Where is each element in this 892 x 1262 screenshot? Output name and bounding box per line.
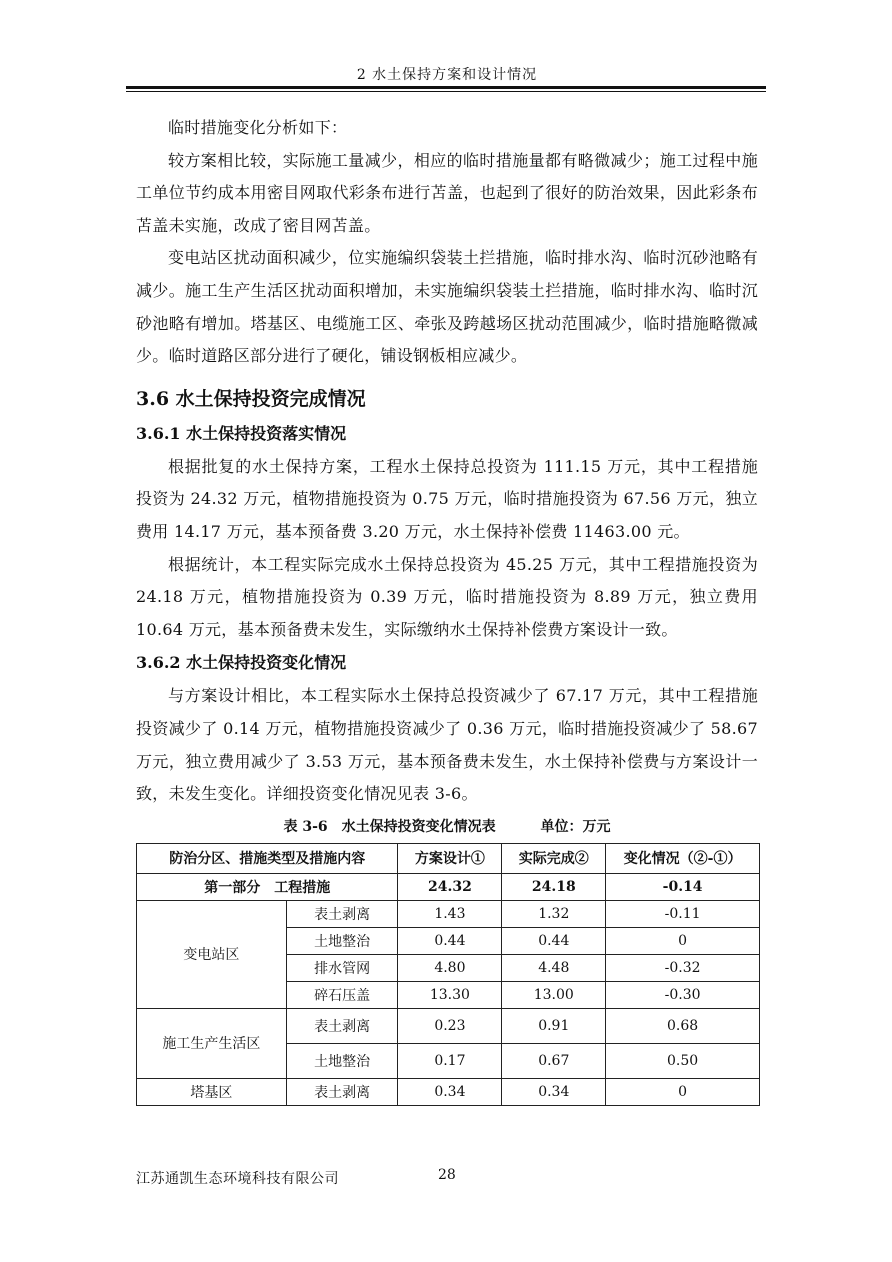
section-title-3-6-1: 3.6.1 水土保持投资落实情况: [136, 423, 347, 443]
actual-cell: 0.44: [502, 927, 606, 954]
paragraph-temp-measures: 较方案相比较，实际施工量减少，相应的临时措施量都有略微减少；施工过程中施工单位节约成本用密目网取代彩条布进行苫盖，也起到了很好的防治效果，因此彩条布苫盖未实施，改成了密目网苫盖。: [136, 150, 758, 235]
actual-cell: 13.00: [502, 981, 606, 1008]
table-caption-title: 表 3-6 水土保持投资变化情况表: [283, 818, 496, 835]
header-title: 2 水土保持方案和设计情况: [356, 67, 538, 83]
part1-design: 24.32: [398, 873, 502, 900]
change-cell: -0.11: [606, 900, 760, 927]
actual-cell: 1.32: [502, 900, 606, 927]
footer-company: 江苏通凯生态环境科技有限公司: [136, 1171, 339, 1187]
design-cell: 0.34: [398, 1078, 502, 1105]
change-cell: 0.68: [606, 1008, 760, 1043]
zone-cell-tower-base: 塔基区: [137, 1078, 287, 1105]
item-cell: 表土剥离: [286, 1078, 398, 1105]
actual-cell: 4.48: [502, 954, 606, 981]
header-rule-thin: [126, 91, 766, 92]
page-body: [136, 112, 758, 1106]
zone-cell-substation: 变电站区: [137, 900, 287, 1008]
table-caption: [136, 815, 758, 839]
section-title-3-6-2: 3.6.2 水土保持投资变化情况: [136, 653, 347, 673]
item-cell: 表土剥离: [286, 1008, 398, 1043]
item-cell: 土地整治: [286, 927, 398, 954]
item-cell: 碎石压盖: [286, 981, 398, 1008]
change-cell: 0: [606, 927, 760, 954]
change-cell: -0.30: [606, 981, 760, 1008]
part1-label: 第一部分 工程措施: [137, 873, 398, 900]
item-cell: 土地整治: [286, 1043, 398, 1078]
header-cell-actual: 实际完成②: [502, 843, 606, 873]
item-cell: 排水管网: [286, 954, 398, 981]
paragraph-intro: 临时措施变化分析如下：: [168, 118, 348, 137]
table-header-row: [137, 843, 760, 873]
header-cell-design: 方案设计①: [398, 843, 502, 873]
actual-cell: 0.67: [502, 1043, 606, 1078]
design-cell: 0.44: [398, 927, 502, 954]
change-cell: -0.32: [606, 954, 760, 981]
paragraph-zone-changes: 变电站区扰动面积减少，位实施编织袋装土拦措施，临时排水沟、临时沉砂池略有减少。施工生产生活区扰动面积增加，未实施编织袋装土拦措施，临时排水沟、临时沉砂池略有增加。塔基区、电缆施工区、牵张及跨越场区扰动范围减少，临时措施略微减少。临时道路区部分进行了硬化，铺设钢板相应减少。: [136, 248, 758, 366]
table-row-part1: [137, 873, 760, 900]
table-row: [137, 1008, 760, 1043]
paragraph-actual-investment: 根据统计，本工程实际完成水土保持总投资为 45.25 万元，其中工程措施投资为 24.18 万元，植物措施投资为 0.39 万元，临时措施投资为 8.89 万元，独立费用 10.64 万元，基本预备费未发生，实际缴纳水土保持补偿费方案设计一致。: [136, 554, 758, 639]
footer-page-number: 28: [438, 1167, 456, 1183]
change-cell: 0: [606, 1078, 760, 1105]
table-row: [137, 1078, 760, 1105]
change-cell: 0.50: [606, 1043, 760, 1078]
actual-cell: 0.91: [502, 1008, 606, 1043]
part1-change: -0.14: [606, 873, 760, 900]
design-cell: 0.23: [398, 1008, 502, 1043]
section-title-3-6: 3.6 水土保持投资完成情况: [136, 387, 366, 410]
paragraph-approved-investment: 根据批复的水土保持方案，工程水土保持总投资为 111.15 万元，其中工程措施投资为 24.32 万元，植物措施投资为 0.75 万元，临时措施投资为 67.56 万元，独立费用 14.17 万元，基本预备费 3.20 万元，水土保持补偿费 11463.00 元。: [136, 456, 758, 541]
header-rule-thick: [126, 86, 766, 89]
actual-cell: 0.34: [502, 1078, 606, 1105]
item-cell: 表土剥离: [286, 900, 398, 927]
table-row: [137, 900, 760, 927]
table-caption-unit: 单位：万元: [540, 818, 611, 835]
paragraph-investment-change: 与方案设计相比，本工程实际水土保持总投资减少了 67.17 万元，其中工程措施投资减少了 0.14 万元，植物措施投资减少了 0.36 万元，临时措施投资减少了 58.67 万元，独立费用减少了 3.53 万元，基本预备费未发生，水土保持补偿费与方案设计一致，未发生变化。详细投资变化情况见表 3-6。: [136, 686, 758, 804]
design-cell: 1.43: [398, 900, 502, 927]
design-cell: 0.17: [398, 1043, 502, 1078]
part1-actual: 24.18: [502, 873, 606, 900]
header-cell-content: 防治分区、措施类型及措施内容: [137, 843, 398, 873]
investment-change-table: [136, 843, 760, 1106]
zone-cell-construction-area: 施工生产生活区: [137, 1008, 287, 1078]
design-cell: 13.30: [398, 981, 502, 1008]
header-cell-change: 变化情况（②-①）: [606, 843, 760, 873]
design-cell: 4.80: [398, 954, 502, 981]
